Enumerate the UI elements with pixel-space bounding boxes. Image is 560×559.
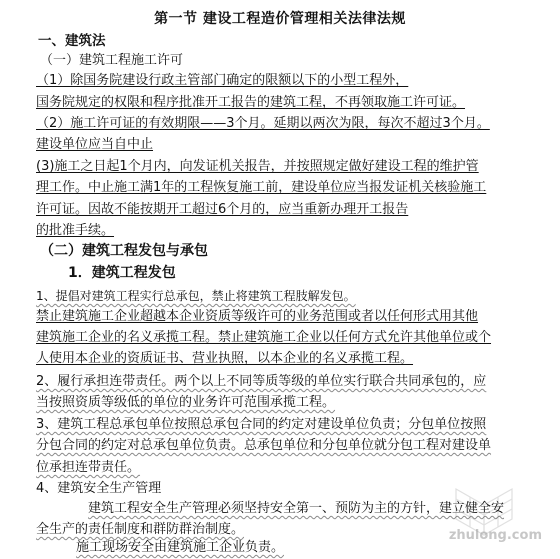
text-line: 的批准手续。 (36, 223, 115, 238)
text-line: 4、建筑安全生产管理 (36, 481, 162, 496)
text-line: (3)施工之日起1个月内，向发证机关报告，并按照规定做好建设工程的维护管 (36, 159, 479, 174)
text-line: 3、建筑工程总承包单位按照总承包合同的约定对建设单位负责；分包单位按照 (36, 417, 487, 432)
text-line: 理工作。中止施工满1年的工程恢复施工前，建设单位应当报发证机关核验施工 (36, 180, 487, 195)
page-title: 第一节 建设工程造价管理相关法律法规 (154, 11, 406, 27)
text-line: 国务院规定的权限和程序批准开工报告的建筑工程，不再领取施工许可证。 (36, 95, 466, 110)
text-line: 建设单位应当自中止 (36, 137, 154, 152)
text-line: 许可证。因故不能按期开工超过6个月的，应当重新办理开工报告 (36, 202, 409, 217)
text-line: 建筑工程安全生产管理必须坚持安全第一、预防为主的方针，建立健全安 (88, 501, 505, 516)
subsection-heading-contracting: （二）建筑工程发包与承包 (40, 243, 208, 259)
text-line: 禁止建筑施工企业超越本企业资质等级许可的业务范围或者以任何形式用其他 (36, 309, 479, 324)
text-line: 建筑施工企业的名义承揽工程。禁止建筑施工企业以任何方式允许其他单位或个 (36, 330, 492, 345)
text-line: 施工现场安全由建筑施工企业负责。 (76, 540, 285, 555)
section-heading-construction-law: 一、建筑法 (38, 33, 106, 49)
text-line: 2、履行承担连带责任。两个以上不同等质等级的单位实行联合共同承包的，应 (36, 374, 487, 389)
text-line: （2）施工许可证的有效期限——3个月。延期以两次为限，每次不超过3个月。 (36, 116, 490, 131)
text-line: 全生产的责任制度和群防群治制度。 (36, 522, 245, 537)
subsection-heading-permit: （一）建筑工程施工许可 (40, 53, 184, 68)
subsection-heading-contract-award: 1．建筑工程发包 (68, 265, 176, 281)
text-line: 1、提倡对建筑工程实行总承包，禁止将建筑工程肢解发包。 (36, 289, 356, 303)
text-line: 分包合同的约定对总承包单位负责。总承包单位和分包单位就分包工程对建设单 (36, 438, 492, 453)
text-line: 人使用本企业的资质证书、营业执照，以本企业的名义承揽工程。 (36, 351, 414, 366)
text-line: （1）除国务院建设行政主管部门确定的限额以下的小型工程外， (36, 73, 409, 88)
text-line: 位承担连带责任。 (36, 460, 141, 475)
text-line: 当按照资质等级低的单位的业务许可范围承揽工程。 (36, 395, 336, 410)
watermark-text: zhulong.com (448, 528, 542, 543)
